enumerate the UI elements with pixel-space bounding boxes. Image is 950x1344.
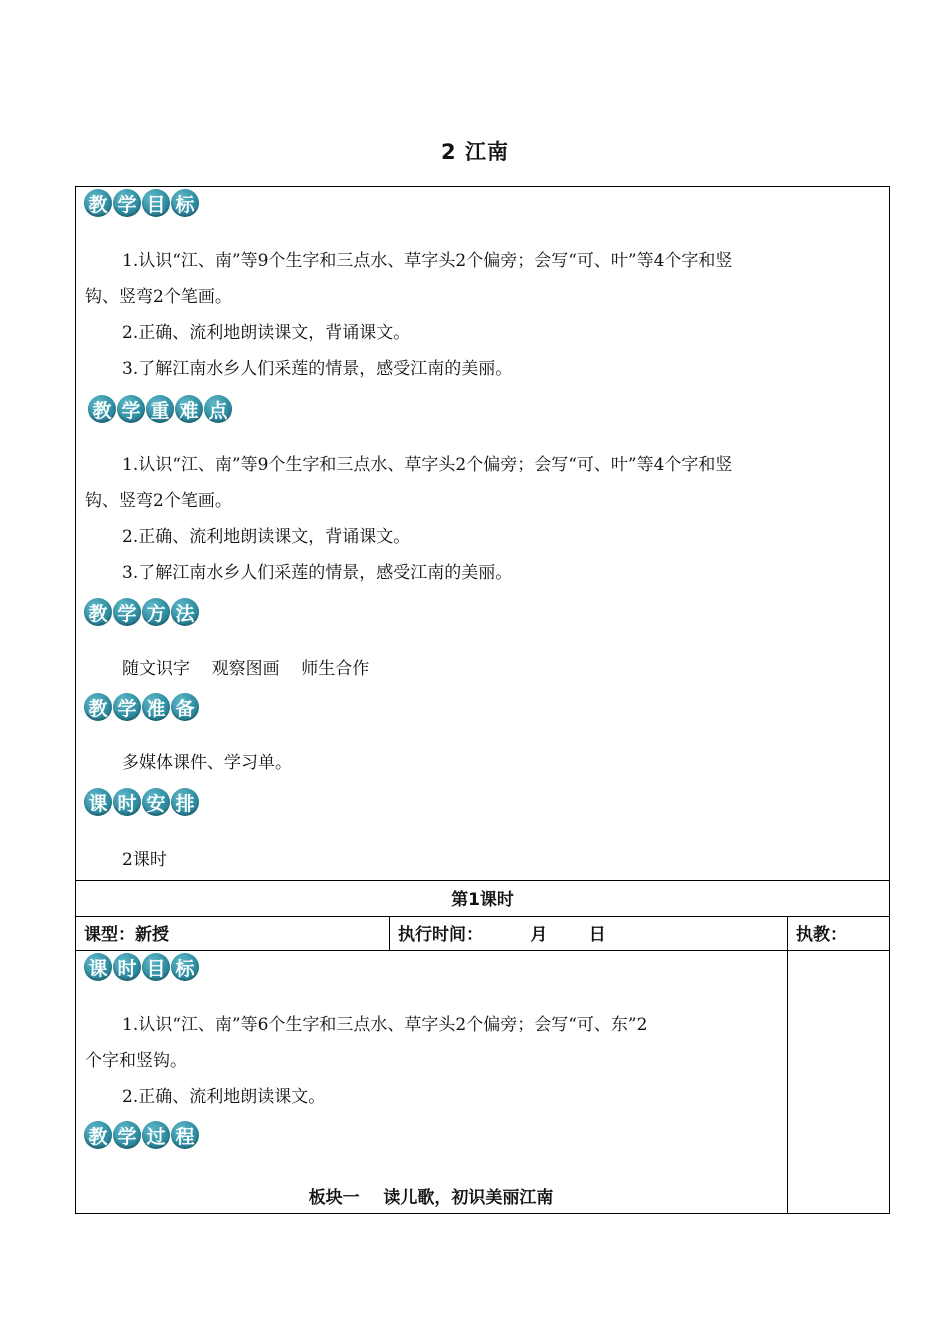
- goal-line: 钩、竖弯2个笔画。: [85, 287, 232, 307]
- key-line: 2.正确、流利地朗读课文，背诵课文。: [122, 527, 411, 547]
- lesson-heading: 第1课时: [451, 890, 514, 910]
- lesson-goal-line: 1.认识“江、南”等6个生字和三点水、草字头2个偏旁；会写“可、东”2: [122, 1015, 648, 1035]
- key-line: 3.了解江南水乡人们采莲的情景，感受江南的美丽。: [122, 563, 513, 583]
- lesson-goal-line: 2.正确、流利地朗读课文。: [122, 1087, 326, 1107]
- goal-line: 3.了解江南水乡人们采莲的情景，感受江南的美丽。: [122, 359, 513, 379]
- table-divider: [787, 916, 788, 1214]
- key-line: 钩、竖弯2个笔画。: [85, 491, 232, 511]
- teacher-label: 执教：: [796, 925, 847, 945]
- key-line: 1.认识“江、南”等9个生字和三点水、草字头2个偏旁；会写“可、叶”等4个字和竖: [122, 455, 733, 475]
- page-title: 2 江南: [441, 140, 509, 164]
- goal-line: 1.认识“江、南”等9个生字和三点水、草字头2个偏旁；会写“可、叶”等4个字和竖: [122, 251, 733, 271]
- methods-text: 随文识字 观察图画 师生合作: [122, 659, 370, 679]
- table-divider: [75, 950, 890, 951]
- table-divider: [75, 880, 890, 881]
- schedule-badge: 课 时 安 排: [84, 788, 199, 816]
- lesson-goal-line: 个字和竖钩。: [85, 1051, 187, 1071]
- teaching-goals-badge: 教 学 目 标: [84, 189, 199, 217]
- lesson-goals-badge: 课 时 目 标: [84, 953, 199, 981]
- table-divider: [75, 916, 890, 917]
- lesson-type: 课型：新授: [84, 925, 169, 945]
- preparation-badge: 教 学 准 备: [84, 693, 199, 721]
- block-title: 板块一 读儿歌，初识美丽江南: [308, 1188, 554, 1208]
- table-divider: [389, 916, 390, 950]
- process-badge: 教 学 过 程: [84, 1121, 199, 1149]
- preparation-text: 多媒体课件、学习单。: [122, 753, 292, 773]
- goal-line: 2.正确、流利地朗读课文，背诵课文。: [122, 323, 411, 343]
- execution-time: 执行时间： 月 日: [398, 925, 606, 945]
- methods-badge: 教 学 方 法: [84, 598, 199, 626]
- schedule-text: 2课时: [122, 850, 167, 870]
- key-difficult-badge: 教 学 重 难 点: [88, 395, 232, 423]
